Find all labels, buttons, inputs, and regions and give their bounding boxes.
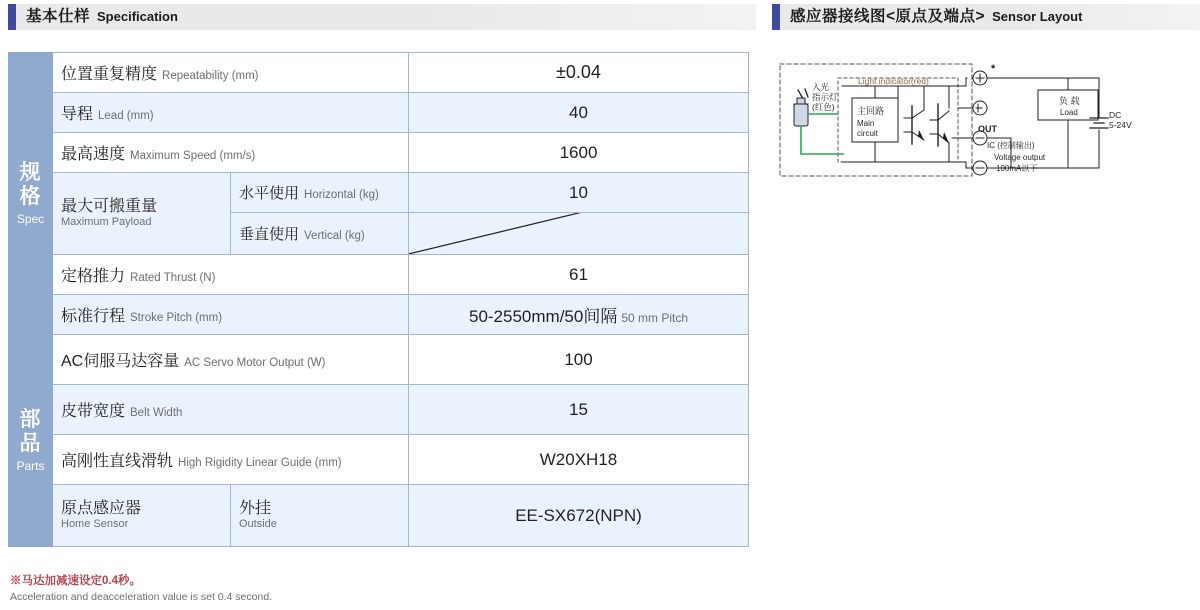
row-label-en: AC Servo Motor Output (W): [184, 357, 326, 369]
diagram-label-ic: IC (控制输出): [987, 141, 1035, 150]
footnote-line-2: Acceleration and deacceleration value is set 0.4 second.: [10, 590, 273, 603]
diagram-label-voltage-output: Voltage output: [994, 153, 1046, 162]
diagram-label-out: OUT: [978, 124, 997, 134]
row-label-cn: 标准行程: [61, 308, 126, 325]
row-label-en: Belt Width: [130, 407, 183, 419]
row-sublabel-en: Horizontal (kg): [304, 189, 379, 202]
row-label-cn: 定格推力: [61, 268, 126, 285]
row-label-servo-motor: [53, 335, 409, 385]
section-title-en: Sensor Layout: [992, 9, 1083, 24]
row-label-cn: 原点感应器: [61, 499, 142, 517]
row-value-servo-motor: 100: [409, 335, 749, 385]
diagram-label-dc-1: DC: [1109, 110, 1122, 120]
table-row: [9, 173, 749, 213]
row-sublabel-cn: 水平使用: [239, 185, 300, 203]
row-label-max-payload: [53, 173, 231, 255]
row-label-rated-thrust: [53, 255, 409, 295]
footnote: [10, 574, 272, 604]
row-label-cn: 最大可搬重量: [61, 197, 158, 215]
row-value-lead: 40: [409, 93, 749, 133]
row-label-home-sensor: [53, 485, 231, 547]
table-row: [9, 295, 749, 335]
row-label-lead: [53, 93, 409, 133]
diagram-label-load-cn: 负 载: [1059, 96, 1080, 106]
table-row: [9, 133, 749, 173]
row-value-payload-vertical-unavailable: [409, 213, 749, 255]
specification-table-wrapper: [8, 52, 748, 547]
group-label-spec-en: Spec: [16, 212, 45, 227]
sensor-wiring-diagram-svg: [772, 46, 1200, 206]
group-label-spec-cn: 规格: [19, 160, 42, 208]
row-value-max-speed: 1600: [409, 133, 749, 173]
row-value-payload-horizontal: 10: [409, 173, 749, 213]
row-label-cn: 皮带宽度: [61, 403, 126, 420]
row-sublabel-cn: 垂直使用: [239, 226, 300, 244]
row-label-linear-guide: [53, 435, 409, 485]
table-row: [9, 255, 749, 295]
section-header-specification: [8, 4, 756, 30]
row-sublabel-en: Outside: [239, 518, 277, 531]
specification-table: [8, 52, 749, 547]
row-label-cn: 最高速度: [61, 146, 126, 163]
table-row: [9, 335, 749, 385]
row-value-stroke-pitch-sub: 50 mm Pitch: [621, 311, 689, 325]
group-label-parts-cn: 部品: [19, 407, 42, 455]
row-label-repeatability: [53, 53, 409, 93]
diagram-label-main-circuit-cn: 主回路: [857, 106, 885, 116]
diagram-label-asterisk: *: [991, 63, 996, 75]
diagram-label-light-indicator-cn-1: 入光: [812, 82, 830, 92]
row-label-en: Repeatability (mm): [162, 70, 259, 82]
row-label-en: Maximum Payload: [61, 216, 152, 229]
group-label-parts: [9, 335, 53, 547]
table-row: [9, 385, 749, 435]
section-header-sensor-layout: [772, 4, 1200, 30]
row-value-rated-thrust: 61: [409, 255, 749, 295]
section-title-cn: 基本仕样: [26, 8, 91, 25]
diagram-label-current: 100mA以下: [996, 164, 1038, 173]
row-value-home-sensor: EE-SX672(NPN): [409, 485, 749, 547]
accent-bar: [772, 4, 780, 30]
row-label-cn: 导程: [61, 106, 94, 123]
table-row: [9, 485, 749, 547]
row-value-belt-width: 15: [409, 385, 749, 435]
row-sublabel-vertical: [231, 213, 409, 255]
row-sublabel-en: Vertical (kg): [304, 230, 365, 243]
row-label-en: Home Sensor: [61, 518, 129, 531]
row-label-en: Lead (mm): [98, 110, 154, 122]
diagram-label-light-indicator-en: Light indicator(red): [858, 76, 929, 86]
diagram-label-load-en: Load: [1060, 108, 1078, 117]
row-label-en: Stroke Pitch (mm): [130, 312, 223, 324]
row-sublabel-cn: 外挂: [239, 499, 272, 517]
section-title-cn: 感应器接线图<原点及端点>: [790, 8, 986, 25]
row-label-en: Rated Thrust (N): [130, 272, 216, 284]
row-label-cn: AC伺服马达容量: [61, 353, 180, 370]
row-label-en: High Rigidity Linear Guide (mm): [178, 457, 342, 469]
footnote-line-1: ※马达加减速设定0.4秒。: [10, 575, 141, 587]
row-value-stroke-pitch: [409, 295, 749, 335]
row-value-repeatability: ±0.04: [409, 53, 749, 93]
row-value-linear-guide: W20XH18: [409, 435, 749, 485]
row-label-cn: 高刚性直线滑轨: [61, 453, 174, 470]
sensor-wiring-diagram: [772, 46, 1200, 206]
row-sublabel-outside: [231, 485, 409, 547]
section-header-titles: [16, 4, 178, 30]
diagram-label-light-indicator-cn-2: 指示灯: [812, 92, 838, 102]
row-sublabel-horizontal: [231, 173, 409, 213]
table-row: [9, 53, 749, 93]
diagram-label-main-circuit-en-1: Main: [857, 119, 875, 128]
group-label-parts-en: Parts: [16, 459, 45, 474]
accent-bar: [8, 4, 16, 30]
diagram-label-main-circuit-en-2: circuit: [857, 129, 878, 138]
row-label-stroke-pitch: [53, 295, 409, 335]
table-row: [9, 93, 749, 133]
row-label-belt-width: [53, 385, 409, 435]
section-title-en: Specification: [97, 9, 178, 24]
section-header-titles: [780, 4, 1082, 30]
diagram-label-light-indicator-cn-3: (红色): [812, 102, 835, 112]
diagram-label-dc-2: 5-24V: [1109, 120, 1132, 130]
table-row: [9, 435, 749, 485]
row-label-max-speed: [53, 133, 409, 173]
row-label-cn: 位置重复精度: [61, 66, 158, 83]
row-label-en: Maximum Speed (mm/s): [130, 150, 256, 162]
row-value-stroke-pitch-main: 50-2550mm/50间隔: [468, 307, 618, 326]
group-label-spec: [9, 53, 53, 335]
